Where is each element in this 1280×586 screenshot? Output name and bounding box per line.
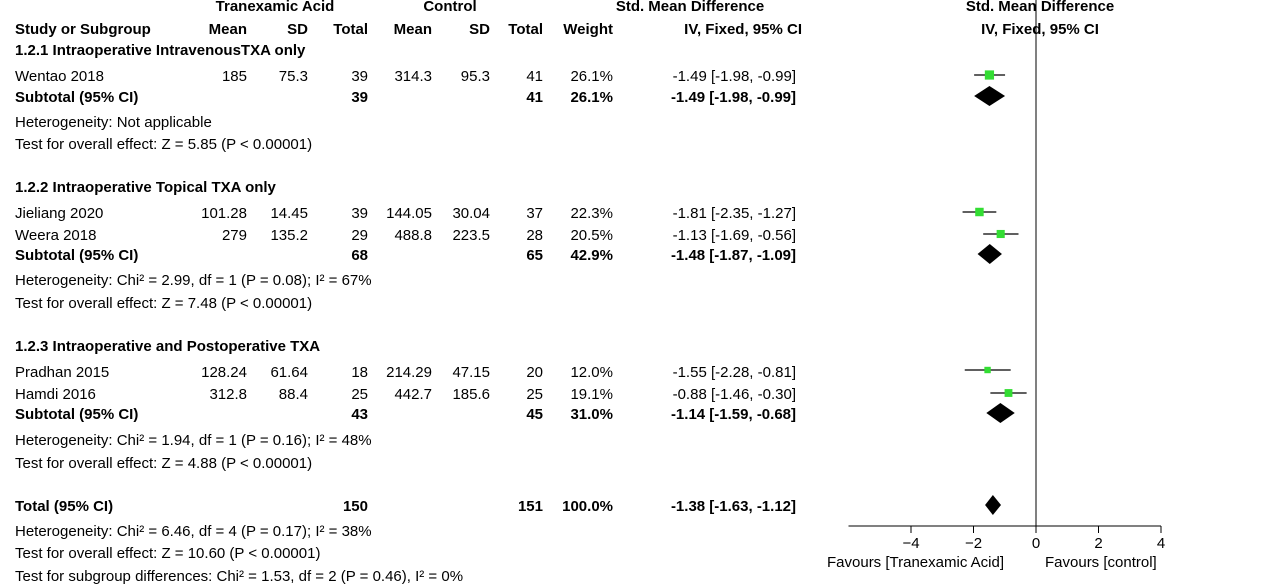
total-overall-effect-text: Test for overall effect: Z = 10.60 (P < 0.00001) <box>15 545 321 562</box>
weight: 12.0% <box>570 364 613 381</box>
subtotal-label: Subtotal (95% CI) <box>15 89 139 106</box>
study-point <box>1005 389 1013 397</box>
x-tick-label: 2 <box>1094 535 1103 552</box>
pooled-diamond <box>978 244 1002 264</box>
overall-effect-text: Test for overall effect: Z = 7.48 (P < 0.00001) <box>15 295 313 312</box>
subtotal-ci: -1.14 [-1.59, -0.68] <box>670 406 796 423</box>
subgroup-title: 1.2.1 Intraoperative IntravenousTXA only <box>15 42 306 59</box>
study-point <box>997 230 1005 238</box>
total-heterogeneity-text: Heterogeneity: Chi² = 6.46, df = 4 (P = 0.17); I² = 38% <box>15 523 372 540</box>
overall-effect-text: Test for overall effect: Z = 4.88 (P < 0.00001) <box>15 455 313 472</box>
sd2: 95.3 <box>460 68 490 85</box>
sd1: 61.64 <box>270 364 308 381</box>
group1-header: Tranexamic Acid <box>215 0 335 15</box>
subgroup-differences-text: Test for subgroup differences: Chi² = 1.53, df = 2 (P = 0.46), I² = 0% <box>15 568 464 585</box>
total2: 20 <box>526 364 543 381</box>
total1: 29 <box>351 227 368 244</box>
mean1: 279 <box>221 227 247 244</box>
subgroup-title: 1.2.3 Intraoperative and Postoperative TXA <box>15 338 321 355</box>
total-total1: 150 <box>342 498 368 515</box>
sd1: 88.4 <box>278 386 308 403</box>
pooled-diamond <box>974 86 1005 106</box>
col-weight: Weight <box>563 21 613 38</box>
plot-header: Std. Mean Difference <box>965 0 1115 15</box>
mean1: 312.8 <box>209 386 247 403</box>
subtotal-weight: 42.9% <box>570 247 613 264</box>
mean2: 488.8 <box>394 227 432 244</box>
mean2: 214.29 <box>386 364 432 381</box>
total2: 41 <box>526 68 543 85</box>
subtotal-total2: 41 <box>526 89 543 106</box>
study-point <box>975 208 983 216</box>
mean1: 185 <box>221 68 247 85</box>
study-name: Pradhan 2015 <box>15 364 110 381</box>
subtotal-label: Subtotal (95% CI) <box>15 247 139 264</box>
mean2: 144.05 <box>386 205 432 222</box>
subtotal-weight: 31.0% <box>570 406 613 423</box>
weight: 20.5% <box>570 227 613 244</box>
total1: 18 <box>351 364 368 381</box>
study-name: Hamdi 2016 <box>15 386 96 403</box>
sd2: 47.15 <box>452 364 490 381</box>
weight: 26.1% <box>570 68 613 85</box>
total-ci: -1.38 [-1.63, -1.12] <box>670 498 796 515</box>
mean2: 442.7 <box>394 386 432 403</box>
subtotal-total1: 68 <box>351 247 368 264</box>
effect-header: Std. Mean Difference <box>615 0 765 15</box>
ci: -1.13 [-1.69, -0.56] <box>672 227 796 244</box>
subtotal-weight: 26.1% <box>570 89 613 106</box>
ci: -1.49 [-1.98, -0.99] <box>672 68 796 85</box>
col-mean2: Mean <box>393 21 432 38</box>
col-total2: Total <box>508 21 543 38</box>
sd2: 185.6 <box>452 386 490 403</box>
weight: 19.1% <box>570 386 613 403</box>
sd2: 223.5 <box>452 227 490 244</box>
subtotal-total2: 45 <box>526 406 543 423</box>
weight: 22.3% <box>570 205 613 222</box>
mean1: 128.24 <box>201 364 247 381</box>
subtotal-total1: 39 <box>351 89 368 106</box>
x-tick-label: 0 <box>1031 535 1041 552</box>
total1: 25 <box>351 386 368 403</box>
subtotal-ci: -1.49 [-1.98, -0.99] <box>670 89 796 106</box>
ci: -1.55 [-2.28, -0.81] <box>672 364 796 381</box>
col-study: Study or Subgroup <box>15 21 151 38</box>
sd1: 135.2 <box>270 227 308 244</box>
mean1: 101.28 <box>201 205 247 222</box>
x-tick-label: −4 <box>902 535 920 552</box>
study-name: Jieliang 2020 <box>15 205 104 222</box>
total-label: Total (95% CI) <box>15 498 114 515</box>
study-point <box>985 70 994 79</box>
heterogeneity-text: Heterogeneity: Chi² = 1.94, df = 1 (P = 0.16); I² = 48% <box>15 432 372 449</box>
sd2: 30.04 <box>452 205 490 222</box>
favours-right-label: Favours [control] <box>1045 554 1157 571</box>
col-plot-ci: IV, Fixed, 95% CI <box>981 21 1099 38</box>
subgroup-title: 1.2.2 Intraoperative Topical TXA only <box>15 179 276 196</box>
col-sd1: SD <box>287 21 308 38</box>
study-name: Wentao 2018 <box>15 68 104 85</box>
total1: 39 <box>351 205 368 222</box>
sd1: 75.3 <box>278 68 308 85</box>
col-sd2: SD <box>469 21 490 38</box>
x-tick-label: 4 <box>1156 535 1166 552</box>
pooled-diamond <box>985 495 1001 515</box>
total2: 25 <box>526 386 543 403</box>
heterogeneity-text: Heterogeneity: Chi² = 2.99, df = 1 (P = 0.08); I² = 67% <box>15 272 372 289</box>
overall-effect-text: Test for overall effect: Z = 5.85 (P < 0.00001) <box>15 136 313 153</box>
total-weight: 100.0% <box>562 498 613 515</box>
col-mean1: Mean <box>208 21 247 38</box>
favours-left-label: Favours [Tranexamic Acid] <box>827 554 1005 571</box>
subtotal-total2: 65 <box>526 247 543 264</box>
x-tick-label: −2 <box>964 535 983 552</box>
group2-header: Control <box>423 0 477 15</box>
col-total1: Total <box>333 21 368 38</box>
heterogeneity-text: Heterogeneity: Not applicable <box>15 114 212 131</box>
subtotal-ci: -1.48 [-1.87, -1.09] <box>670 247 796 264</box>
col-ci: IV, Fixed, 95% CI <box>684 21 802 38</box>
total2: 28 <box>526 227 543 244</box>
study-name: Weera 2018 <box>15 227 97 244</box>
ci: -1.81 [-2.35, -1.27] <box>672 205 796 222</box>
ci: -0.88 [-1.46, -0.30] <box>672 386 796 403</box>
sd1: 14.45 <box>270 205 308 222</box>
subtotal-label: Subtotal (95% CI) <box>15 406 139 423</box>
pooled-diamond <box>986 403 1014 423</box>
total2: 37 <box>526 205 543 222</box>
total1: 39 <box>351 68 368 85</box>
total-total2: 151 <box>517 498 543 515</box>
subtotal-total1: 43 <box>351 406 368 423</box>
mean2: 314.3 <box>394 68 432 85</box>
study-point <box>984 367 990 373</box>
